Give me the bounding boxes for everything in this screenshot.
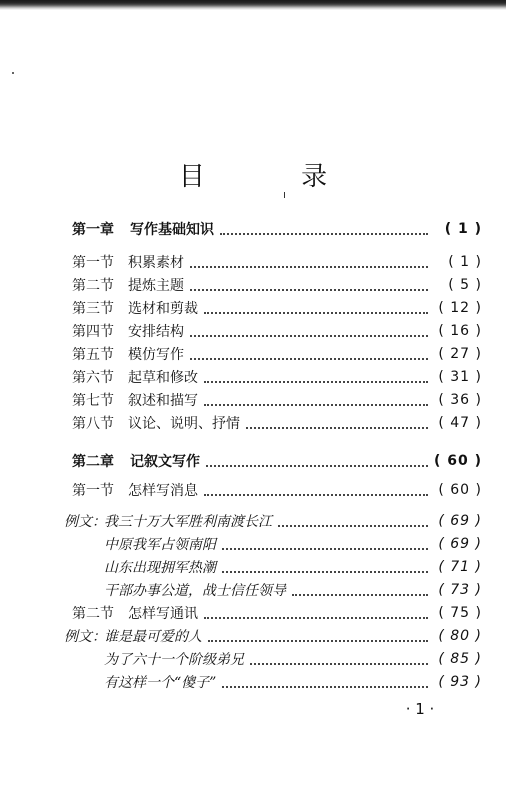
toc-title: 起草和修改 [128, 370, 198, 386]
toc-label: 第二章 [72, 454, 114, 470]
toc-title: 安排结构 [128, 324, 184, 340]
dot-leader [222, 570, 428, 573]
toc-title: 有这样一个“傻子” [104, 675, 217, 691]
page-title: 目 录 [178, 162, 372, 192]
toc-entry-section[interactable] [72, 479, 482, 501]
dot-leader [204, 403, 428, 406]
dot-leader [206, 464, 428, 467]
toc-entry-section[interactable] [72, 320, 482, 342]
toc-label: 第一节 [72, 255, 114, 271]
toc-entry-section[interactable] [72, 343, 482, 365]
toc-page: ( 71 ) [438, 559, 482, 575]
dot-leader [190, 334, 428, 337]
dot-leader [220, 232, 428, 235]
toc-page: ( 12 ) [438, 300, 482, 316]
toc-page: ( 31 ) [438, 369, 482, 385]
toc-entry-section[interactable] [72, 297, 482, 319]
toc-page: ( 85 ) [438, 651, 482, 667]
toc-label: 第二节 [72, 278, 114, 294]
toc-entry-section[interactable] [72, 602, 482, 624]
dot-leader [204, 493, 428, 496]
toc-label: 第二节 [72, 606, 114, 622]
toc-page: ( 16 ) [438, 323, 482, 339]
toc-title: 选材和剪裁 [128, 301, 198, 317]
dot-leader [204, 311, 428, 314]
dot-leader [190, 357, 428, 360]
toc-title: 中原我军占领南阳 [104, 537, 216, 553]
toc-label: 第四节 [72, 324, 114, 340]
toc-page: ( 73 ) [438, 582, 482, 598]
toc-page: ( 27 ) [438, 346, 482, 362]
toc-title: 谁是最可爱的人 [104, 629, 202, 645]
toc-title: 为了六十一个阶级弟兄 [104, 652, 244, 668]
toc-label: 第三节 [72, 301, 114, 317]
toc-entry-subexample[interactable] [104, 533, 482, 555]
dot-leader [292, 593, 428, 596]
toc-entry-section[interactable] [72, 412, 482, 434]
toc-page: ( 69 ) [438, 536, 482, 552]
dot-leader [222, 547, 428, 550]
toc-page: ( 1 ) [448, 254, 482, 270]
toc-label: 第八节 [72, 416, 114, 432]
toc-title: 我三十万大军胜利南渡长江 [104, 514, 272, 530]
toc-label: 例文： [64, 629, 106, 645]
toc-entry-subexample[interactable] [104, 556, 482, 578]
toc-title: 积累素材 [128, 255, 184, 271]
dot-leader [246, 426, 428, 429]
toc-title: 怎样写通讯 [128, 606, 198, 622]
dot-leader [190, 265, 428, 268]
toc-page: ( 60 ) [438, 482, 482, 498]
toc-entry-chapter-2[interactable] [72, 450, 482, 472]
toc-entry-example[interactable] [64, 625, 482, 647]
dot-leader [190, 288, 428, 291]
toc-label: 第一节 [72, 483, 114, 499]
dot-leader [278, 524, 428, 527]
toc-title: 叙述和描写 [128, 393, 198, 409]
toc-entry-subexample[interactable] [104, 579, 482, 601]
toc-entry-section[interactable] [72, 274, 482, 296]
toc-page: ( 47 ) [438, 415, 482, 431]
toc-page: ( 5 ) [448, 277, 482, 293]
toc-title: 干部办事公道，战士信任领导 [104, 583, 286, 599]
toc-entry-chapter-1[interactable] [72, 218, 482, 240]
dot-leader [208, 639, 428, 642]
toc-title: 记叙文写作 [130, 454, 200, 470]
toc-page: ( 75 ) [438, 605, 482, 621]
dot-leader [250, 662, 428, 665]
toc-title: 模仿写作 [128, 347, 184, 363]
toc-page: ( 80 ) [438, 628, 482, 644]
toc-label: 第六节 [72, 370, 114, 386]
toc-page: ( 60 ) [433, 453, 482, 469]
toc-entry-subexample[interactable] [104, 671, 482, 693]
toc-entry-section[interactable] [72, 366, 482, 388]
dot-leader [204, 380, 428, 383]
toc-entry-section[interactable] [72, 251, 482, 273]
toc-label: 第一章 [72, 222, 114, 238]
toc-title: 议论、说明、抒情 [128, 416, 240, 432]
toc-entry-subexample[interactable] [104, 648, 482, 670]
dot-leader [222, 685, 428, 688]
toc-entry-section[interactable] [72, 389, 482, 411]
toc-title: 提炼主题 [128, 278, 184, 294]
dot-leader [204, 616, 428, 619]
toc-page: ( 69 ) [438, 513, 482, 529]
toc-label: 第七节 [72, 393, 114, 409]
toc-page: ( 36 ) [438, 392, 482, 408]
toc-title: 怎样写消息 [128, 483, 198, 499]
toc-label: 例文： [64, 514, 106, 530]
page-number: · 1 · [405, 700, 435, 718]
toc-label: 第五节 [72, 347, 114, 363]
toc-page: ( 93 ) [438, 674, 482, 690]
toc-page: ( 1 ) [444, 221, 482, 237]
toc-title: 山东出现拥军热潮 [104, 560, 216, 576]
toc-entry-example[interactable] [64, 510, 482, 532]
toc-title: 写作基础知识 [130, 222, 214, 238]
